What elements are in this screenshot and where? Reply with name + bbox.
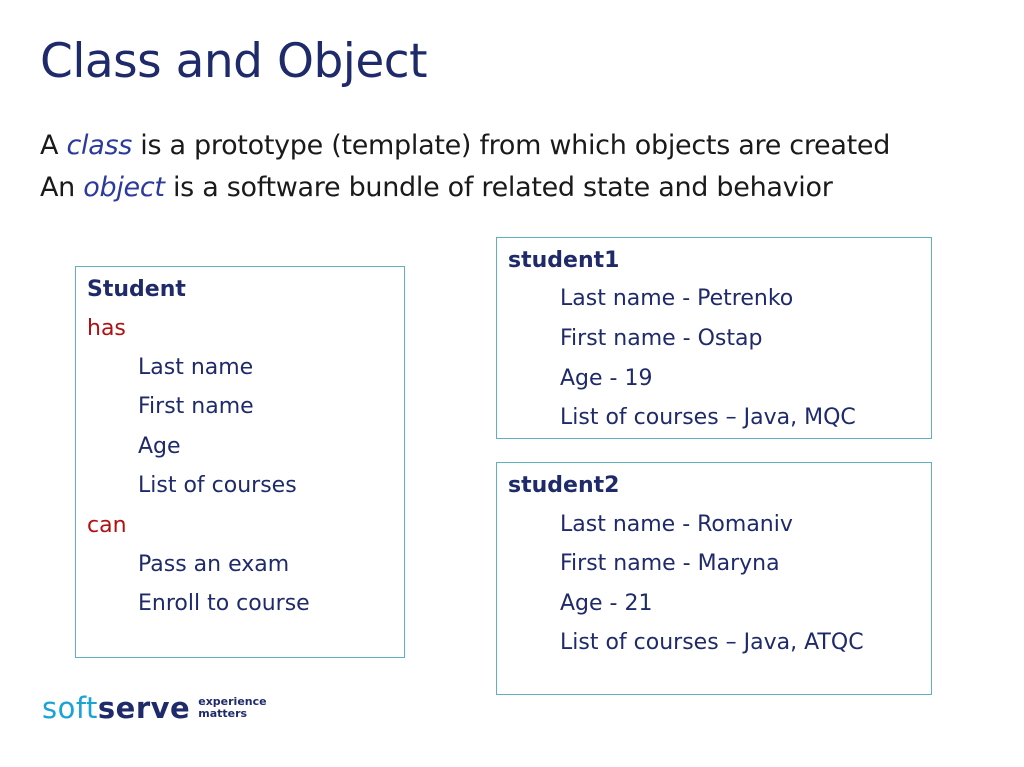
definition-prefix: An <box>40 172 84 203</box>
method-item: Enroll to course <box>138 591 310 616</box>
object-box-student2 <box>496 462 932 695</box>
object-field: Age - 19 <box>560 366 653 391</box>
object-field: Last name - Petrenko <box>560 286 794 311</box>
attribute-item: Age <box>138 434 181 459</box>
attribute-item: First name <box>138 394 254 419</box>
definition-term: class <box>66 130 132 161</box>
object-name: student1 <box>508 248 620 273</box>
object-box-student1 <box>496 237 932 439</box>
object-field: First name - Maryna <box>560 551 780 576</box>
logo-serve: serve <box>97 691 191 725</box>
logo-tagline <box>198 696 266 720</box>
definition-term: object <box>83 172 165 203</box>
class-box <box>75 266 405 658</box>
softserve-logo <box>42 688 267 728</box>
definition-text: is a prototype (template) from which objects are created <box>131 130 891 161</box>
object-field: Last name - Romaniv <box>560 512 793 537</box>
definition-object <box>40 172 833 203</box>
definition-class <box>40 130 890 161</box>
object-name: student2 <box>508 473 620 498</box>
logo-tagline-line2: matters <box>198 707 248 720</box>
method-item: Pass an exam <box>138 552 290 577</box>
object-field: List of courses – Java, MQC <box>560 405 856 430</box>
has-label: has <box>87 316 126 341</box>
object-field: List of courses – Java, ATQC <box>560 630 864 655</box>
can-label: can <box>87 513 127 538</box>
object-field: First name - Ostap <box>560 326 763 351</box>
logo-soft: soft <box>42 691 98 725</box>
attribute-item: List of courses <box>138 473 297 498</box>
class-name: Student <box>87 277 186 302</box>
object-field: Age - 21 <box>560 591 653 616</box>
logo-tagline-line1: experience <box>198 695 267 708</box>
attribute-item: Last name <box>138 355 254 380</box>
page-title: Class and Object <box>40 34 428 89</box>
definition-text: is a software bundle of related state and behavior <box>164 172 833 203</box>
definition-prefix: A <box>40 130 67 161</box>
